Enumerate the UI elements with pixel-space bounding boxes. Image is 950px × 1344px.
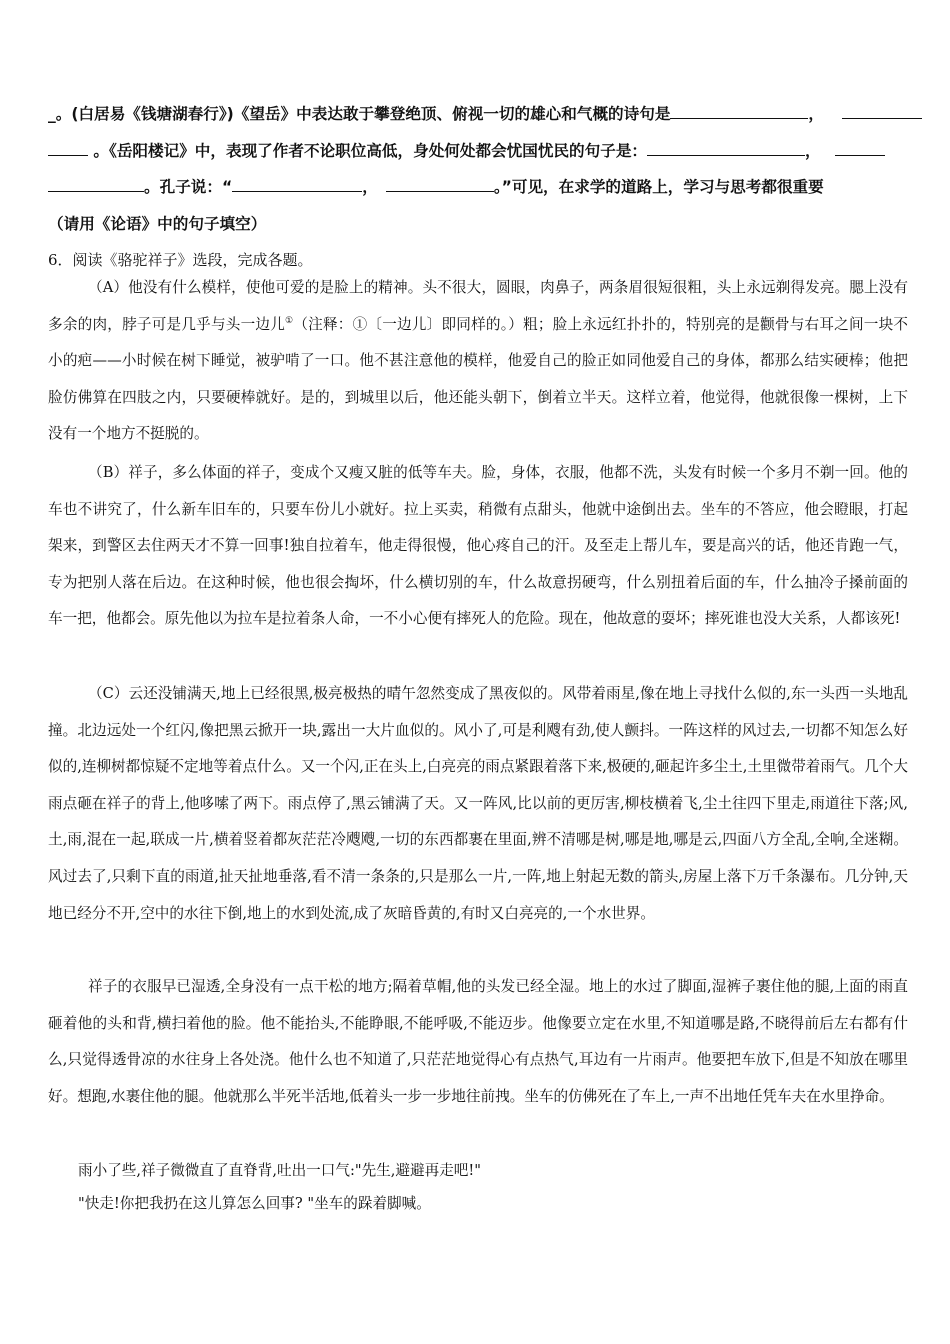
answer-blank-1[interactable] [670, 103, 808, 119]
fill-in-line-1 [48, 103, 908, 124]
line3-text-2: ， [362, 178, 378, 196]
passage-a-text-2: （注释：①〔一边儿〕即同样的。）粗；脸上永远红扑扑的，特别亮的是颧骨与右耳之间一块不小的疤——小时候在树下睡觉，被驴啃了一口。他不甚注意他的模样，他爱自己的脸正如同他爱自己的身体，都那么结实硬棒；他把脸仿佛算在四肢之内，只要硬棒就好。是的，到城里以后，他还能头朝下，倒着立半天。这样立着，他觉得，他就很像一棵树，上下没有一个地方不挺脱的。 [48, 315, 908, 443]
passage-b: （B）祥子，多么体面的祥子，变成个又瘦又脏的低等车夫。脸，身体，衣服，他都不洗，头发有时候一个多月不剃一回。他的车也不讲究了，什么新车旧车的，只要车份儿小就好。拉上买卖，稍微有点甜头，他就中途倒出去。坐车的不答应，他会瞪眼，打起架来，到警区去住两天才不算一回事!独自拉着车，他走得很慢，他心疼自己的汗。及至走上帮儿车，要是高兴的话，他还肯跑一气，专为把别人落在后边。在这种时候，他也很会掏坏，什么横切别的车，什么故意拐硬弯，什么别扭着后面的车，什么抽冷子搡前面的车一把，他都会。原先他以为拉车是拉着条人命，一不小心便有摔死人的危险。现在，他故意的耍坏；摔死谁也没大关系，人都该死! [48, 464, 908, 628]
question-heading: 6．阅读《骆驼祥子》选段，完成各题。 [48, 251, 313, 269]
line4-text: （请用《论语》中的句子填空） [48, 215, 267, 233]
dialogue-line-1: 雨小了些,祥子微微直了直脊背,吐出一口气:"先生,避避再走吧!" [78, 1162, 481, 1179]
answer-blank-5[interactable] [232, 176, 362, 192]
passage-a [48, 270, 908, 453]
line2-separator: ， [805, 142, 821, 160]
fill-in-line-4 [48, 214, 908, 234]
answer-blank-6[interactable] [386, 176, 494, 192]
fill-in-line-3 [48, 176, 908, 197]
line1-separator: ， [808, 105, 825, 123]
dialogue-line-2: "快走!你把我扔在这儿算怎么回事? "坐车的跺着脚喊。 [78, 1195, 431, 1212]
footnote-marker: ① [285, 315, 294, 326]
line3-text-1: 。孔子说：“ [144, 178, 233, 196]
line2-text: 。《岳阳楼记》中，表现了作者不论职位高低，身处何处都会忧国忧民的句子是： [88, 142, 648, 160]
answer-blank-2-cont[interactable] [48, 140, 88, 156]
answer-blank-4[interactable] [835, 140, 885, 156]
answer-blank-4-cont[interactable] [48, 176, 144, 192]
passage-c: （C）云还没铺满天,地上已经很黑,极亮极热的晴午忽然变成了黑夜似的。风带着雨星,像在地上寻找什么似的,东一头西一头地乱撞。北边远处一个红闪,像把黑云掀开一块,露出一大片血似的。风小了,可是利飕有劲,使人颤抖。一阵这样的风过去,一切都不知怎么好似的,连柳树都惊疑不定地等着点什么。又一个闪,正在头上,白亮亮的雨点紧跟着落下来,极硬的,砸起许多尘土,土里微带着雨气。几个大雨点砸在祥子的背上,他哆嗦了两下。雨点停了,黑云铺满了天。又一阵风,比以前的更厉害,柳枝横着飞,尘土往四下里走,雨道往下落;风,土,雨,混在一起,联成一片,横着竖着都灰茫茫冷飕飕,一切的东西都裹在里面,辨不清哪是树,哪是地,哪是云,四面八方全乱,全响,全迷糊。风过去了,只剩下直的雨道,扯天扯地垂落,看不清一条条的,只是那么一片,一阵,地上射起无数的箭头,房屋上落下万千条瀑布。几分钟,天地已经分不开,空中的水往下倒,地上的水到处流,成了灰暗昏黄的,有时又白亮亮的,一个水世界。 [48, 685, 908, 922]
answer-blank-3[interactable] [647, 140, 805, 156]
answer-blank-2[interactable] [842, 103, 922, 119]
passage-d: 祥子的衣服早已湿透,全身没有一点干松的地方;隔着草帽,他的头发已经全湿。地上的水过了脚面,湿裤子裹住他的腿,上面的雨直砸着他的头和背,横扫着他的脸。他不能抬头,不能睁眼,不能呼吸,不能迈步。他像要立定在水里,不知道哪是路,不晓得前后左右都有什么,只觉得透骨凉的水往身上各处浇。他什么也不知道了,只茫茫地觉得心有点热气,耳边有一片雨声。他要把车放下,但是不知放在哪里好。想跑,水裹住他的腿。他就那么半死半活地,低着头一步一步地往前拽。坐车的仿佛死在了车上,一声不出地任凭车夫在水里挣命。 [48, 978, 908, 1105]
fill-in-line-2 [48, 140, 908, 161]
line1-text: _。(白居易《钱塘湖春行》)《望岳》中表达敢于攀登绝顶、俯视一切的雄心和气概的诗句是 [48, 105, 671, 123]
passage-a-text-1: （A）他没有什么模样，使他可爱的是脸上的精神。头不很大，圆眼，肉鼻子，两条眉很短很粗，头上永远剃得发亮。腮上没有多余的肉，脖子可是几乎与头一边儿 [48, 279, 908, 333]
line3-text-3: 。”可见，在求学的道路上，学习与思考都很重要 [493, 178, 824, 196]
